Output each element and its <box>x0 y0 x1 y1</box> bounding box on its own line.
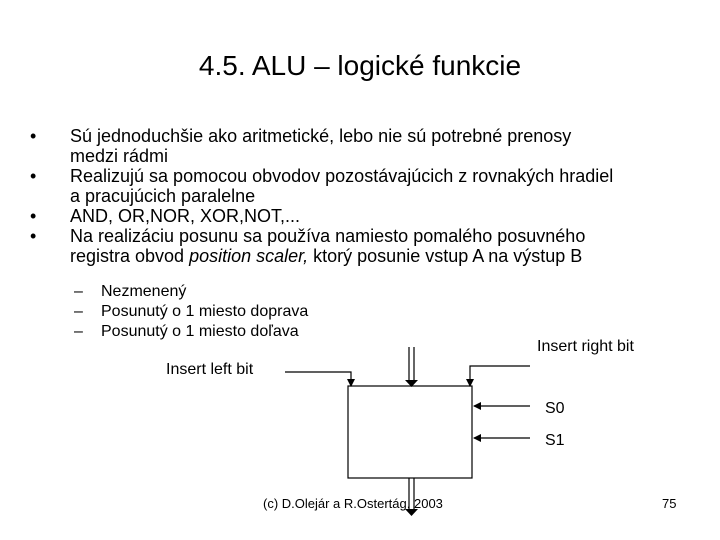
bullet-line: Sú jednoduchšie ako aritmetické, lebo nie sú potrebné prenosy <box>70 126 572 146</box>
bullet-line: a pracujúcich paralelne <box>70 186 256 206</box>
bullet-marker: • <box>30 126 37 146</box>
subbullet-text: Nezmenený <box>101 283 187 300</box>
insert-left-label: Insert left bit <box>166 361 254 378</box>
bullet-line: Realizujú sa pomocou obvodov pozostávajúcich z rovnakých hradiel <box>70 166 614 186</box>
bullet-line: Na realizáciu posunu sa používa namiesto pomalého posuvného <box>70 226 586 246</box>
insert-right-arrow <box>470 366 530 386</box>
bullet-marker: • <box>30 226 37 246</box>
insert-right-label: Insert right bit <box>537 338 634 355</box>
insert-left-arrow <box>285 372 351 386</box>
subbullet-text: Posunutý o 1 miesto doľava <box>101 323 299 340</box>
bullet-marker: • <box>30 206 37 226</box>
slide-title: 4.5. ALU – logické funkcie <box>198 50 522 81</box>
s1-label: S1 <box>545 432 565 449</box>
bullet-marker: • <box>30 166 37 186</box>
bullet-line: medzi rádmi <box>70 146 169 166</box>
page-number: 75 <box>662 496 677 511</box>
s0-label: S0 <box>545 400 565 417</box>
dash-marker: – <box>74 283 83 300</box>
dash-marker: – <box>74 323 83 340</box>
bullet-line-part: registra obvod <box>70 246 190 266</box>
bullet-text: AND, OR,NOR, XOR,NOT,... <box>70 206 301 226</box>
dash-marker: – <box>74 303 83 320</box>
scaler-block <box>348 386 472 478</box>
subbullet-text: Posunutý o 1 miesto doprava <box>101 303 309 320</box>
footer-credit: (c) D.Olejár a R.Ostertág, 2003 <box>263 496 443 511</box>
input-bus <box>405 347 418 387</box>
italic-term: position scaler, <box>189 246 309 266</box>
bullet-line-part: ktorý posunie vstup A na výstup B <box>308 246 583 266</box>
